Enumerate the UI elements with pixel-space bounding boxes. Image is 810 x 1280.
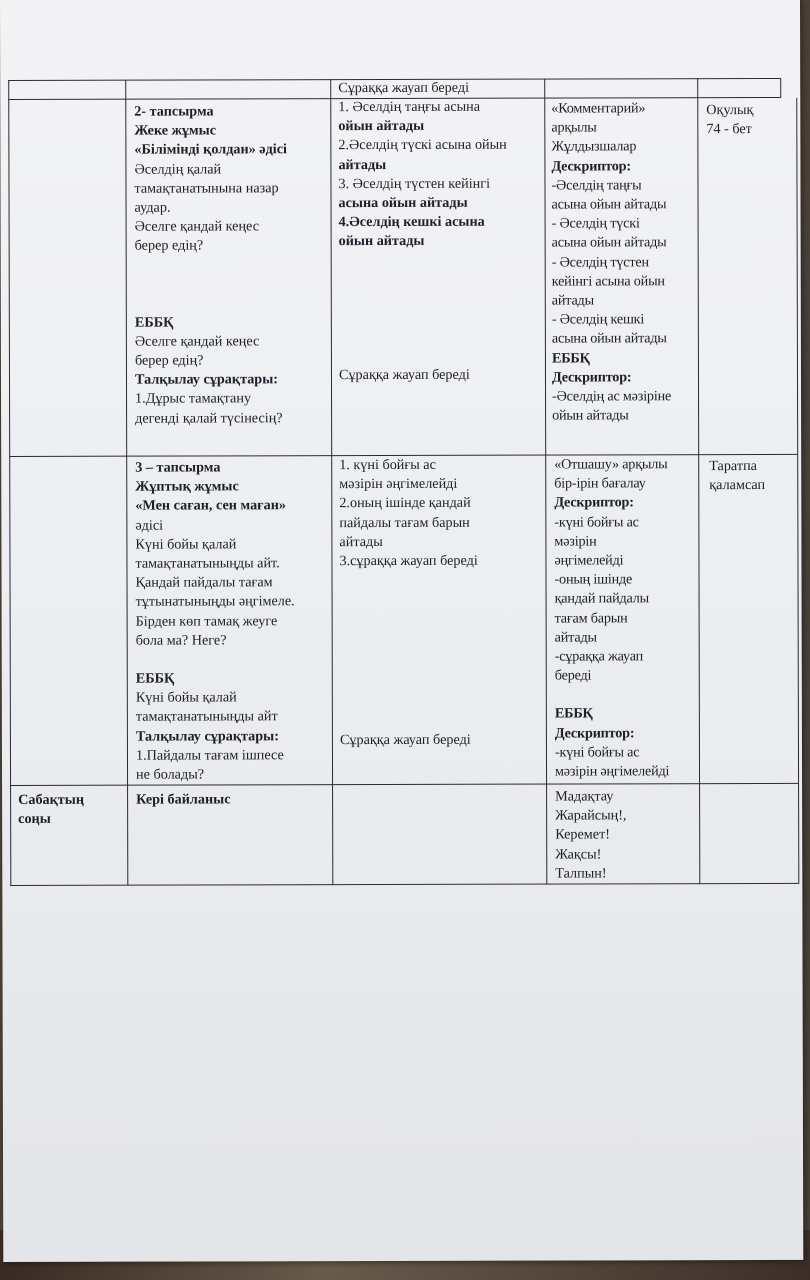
task2-title: 2- тапсырма: [134, 103, 214, 120]
task3-discussion-line: не болады?: [136, 766, 205, 783]
task2-student-line: 4.Әселдің кешкі асына: [338, 213, 485, 231]
task3-text-line: Күні бойы қалай: [135, 536, 237, 553]
task2-assessment-line: Жұлдызшалар: [551, 138, 637, 155]
task3-descriptor-title: Дескриптор:: [554, 494, 634, 511]
task3-title: 3 – тапсырма: [135, 459, 221, 476]
lesson-end-praise-line: Талпын!: [555, 865, 607, 882]
task2-text-line: Әселге қандай кеңес: [134, 218, 260, 235]
task2-discussion-line: дегенді қалай түсінесің?: [135, 409, 283, 427]
task3-assessment-ebbk-line: мәзірін әңгімелейді: [555, 763, 670, 780]
lesson-end-activity-cell: [128, 788, 332, 885]
task2-teacher-cell: [126, 100, 331, 456]
task2-ebbk-title: ЕББҚ: [134, 314, 174, 331]
task2-descriptor-line: айтады: [551, 292, 594, 309]
task3-text-line: тұтынатыныңды әңгімеле.: [135, 593, 295, 611]
task2-assessment-ebbk-title: ЕББҚ: [551, 350, 590, 367]
task3-descriptor-line: мәзірін: [554, 533, 597, 550]
task2-student-answer: Сұраққа жауап береді: [338, 366, 470, 383]
table-border-right-header: [780, 78, 781, 98]
task3-assessment-ebbk-descriptor-title: Дескриптор:: [554, 724, 635, 742]
lesson-end-praise-line: Керемет!: [555, 826, 611, 843]
lesson-end-stage-line: Сабақтың: [18, 791, 85, 808]
task3-work-type: Жұптық жұмыс: [135, 478, 239, 495]
task2-assessment-ebbk-line: -Әселдің ас мәзіріне: [552, 388, 672, 405]
task3-assessment-line: «Отшашу» арқылы: [554, 456, 668, 473]
lesson-end-praise-cell: [547, 785, 699, 883]
task3-ebbk-title: ЕББҚ: [135, 670, 175, 687]
task2-student-line: 2.Әселдің түскі асына ойын: [338, 137, 507, 154]
task3-descriptor-line: -сұраққа жауап: [554, 648, 644, 665]
task3-assessment-ebbk-line: -күні бойғы ас: [554, 744, 640, 761]
task2-student-line: 1. Әселдің таңғы асына: [338, 98, 481, 116]
task2-descriptor-line: - Әселдің түскі: [551, 215, 640, 232]
task2-discussion-title: Талқылау сұрақтары:: [134, 371, 279, 388]
task2-descriptor-line: асына ойын айтады: [551, 234, 667, 251]
task3-student-line: 1. күні бойғы ас: [339, 456, 436, 474]
header-row-text: Сұраққа жауап береді: [338, 79, 470, 97]
task2-student-line: асына ойын айтады: [338, 194, 468, 212]
task2-text-line: Әселдің қалай: [134, 161, 222, 178]
task2-assessment-line: «Комментарий»: [551, 100, 646, 117]
table-border-left: [8, 80, 11, 886]
task3-ebbk-line: тамақтанатыныңды айт: [135, 708, 278, 726]
task2-descriptor-title: Дескриптор:: [551, 157, 631, 175]
task3-text-line: Бірден көп тамақ жеуге: [135, 612, 278, 630]
task3-student-line: мәзірін әңгімелейді: [339, 476, 458, 493]
task2-descriptor-line: кейінгі асына ойын: [551, 273, 665, 290]
task2-descriptor-line: - Әселдің түстен: [551, 253, 649, 271]
task2-assessment-cell: [545, 97, 698, 454]
lesson-end-praise-line: Жарайсың!,: [555, 807, 627, 824]
task3-descriptor-line: -күні бойғы ас: [554, 513, 639, 531]
task3-student-line: 2.оның ішінде қандай: [339, 495, 471, 512]
task2-method: «Білімінді қолдан» әдісі: [134, 141, 287, 159]
task2-text-line: берер едің?: [134, 237, 204, 255]
lesson-end-stage-cell: [11, 789, 127, 885]
task2-resources-cell: [698, 99, 797, 454]
task3-text-line: бола ма? Неге?: [135, 632, 227, 649]
task3-resource-line: қаламсап: [709, 477, 766, 494]
task2-descriptor-line: -Әселдің таңғы: [551, 177, 642, 194]
task2-resource-line: 74 - бет: [706, 121, 752, 138]
task2-student-line: ойын айтады: [338, 118, 425, 135]
task2-assessment-ebbk-descriptor-title: Дескриптор:: [551, 369, 632, 386]
task3-descriptor-line: әңгімелейді: [554, 552, 624, 569]
task3-student-answer: Сұраққа жауап береді: [339, 731, 471, 749]
task2-descriptor-line: - Әселдің кешкі: [551, 311, 645, 328]
task3-method-line: «Мен саған, сен маған»: [135, 497, 286, 515]
task2-student-line: ойын айтады: [338, 233, 425, 250]
task2-assessment-line: арқылы: [551, 119, 597, 136]
task2-student-line: 3. Әселдің түстен кейінгі: [338, 175, 491, 192]
task3-descriptor-line: тағам барын: [554, 609, 628, 627]
lesson-end-praise-line: Жақсы!: [555, 846, 602, 863]
task3-assessment-ebbk-title: ЕББҚ: [554, 705, 593, 722]
task3-descriptor-line: қандай пайдалы: [554, 590, 649, 607]
task3-resource-line: Таратпа: [709, 458, 757, 475]
task3-assessment-cell: [546, 453, 699, 783]
task3-assessment-line: бір-ірін бағалау: [554, 475, 646, 492]
task3-student-cell: [332, 454, 546, 785]
task3-student-line: 3.сұраққа жауап береді: [339, 552, 478, 570]
task2-resource-line: Оқулық: [706, 102, 754, 119]
task3-method-line: әдісі: [135, 517, 164, 534]
task2-ebbk-line: Әселге қандай кеңес: [134, 333, 260, 350]
task2-student-line: айтады: [338, 156, 387, 173]
task3-discussion-line: 1.Пайдалы тағам ішпесе: [135, 747, 284, 764]
task3-discussion-title: Талқылау сұрақтары:: [135, 727, 279, 745]
task3-descriptor-line: айтады: [554, 629, 597, 646]
task3-text-line: тамақтанатыныңды айт.: [135, 555, 280, 572]
lesson-end-stage-line: соңы: [18, 811, 51, 828]
task3-text-line: Қандай пайдалы тағам: [135, 574, 273, 591]
task3-descriptor-line: береді: [554, 667, 592, 684]
task2-work-type: Жеке жұмыс: [134, 122, 217, 139]
lesson-end-activity: Кері байланыс: [136, 791, 231, 808]
lesson-end-praise-line: Мадақтау: [555, 788, 614, 805]
task2-text-line: аудар.: [134, 199, 171, 216]
task3-teacher-cell: [127, 456, 332, 785]
task2-descriptor-line: асына ойын айтады: [551, 330, 667, 347]
task2-student-cell: [331, 96, 545, 456]
task2-text-line: тамақтанатынына назар: [134, 180, 279, 197]
task3-descriptor-line: -оның ішінде: [554, 571, 633, 588]
task2-descriptor-line: асына ойын айтады: [551, 196, 667, 213]
task2-ebbk-line: берер едің?: [134, 352, 204, 369]
task2-discussion-line: 1.Дұрыс тамақтану: [135, 390, 252, 408]
task3-student-line: пайдалы тағам барын: [339, 514, 470, 531]
task3-resources-cell: [699, 455, 798, 783]
task2-assessment-ebbk-line: ойын айтады: [552, 407, 629, 424]
task3-ebbk-line: Күні бойы қалай: [135, 689, 237, 706]
task3-student-line: айтады: [339, 533, 383, 550]
